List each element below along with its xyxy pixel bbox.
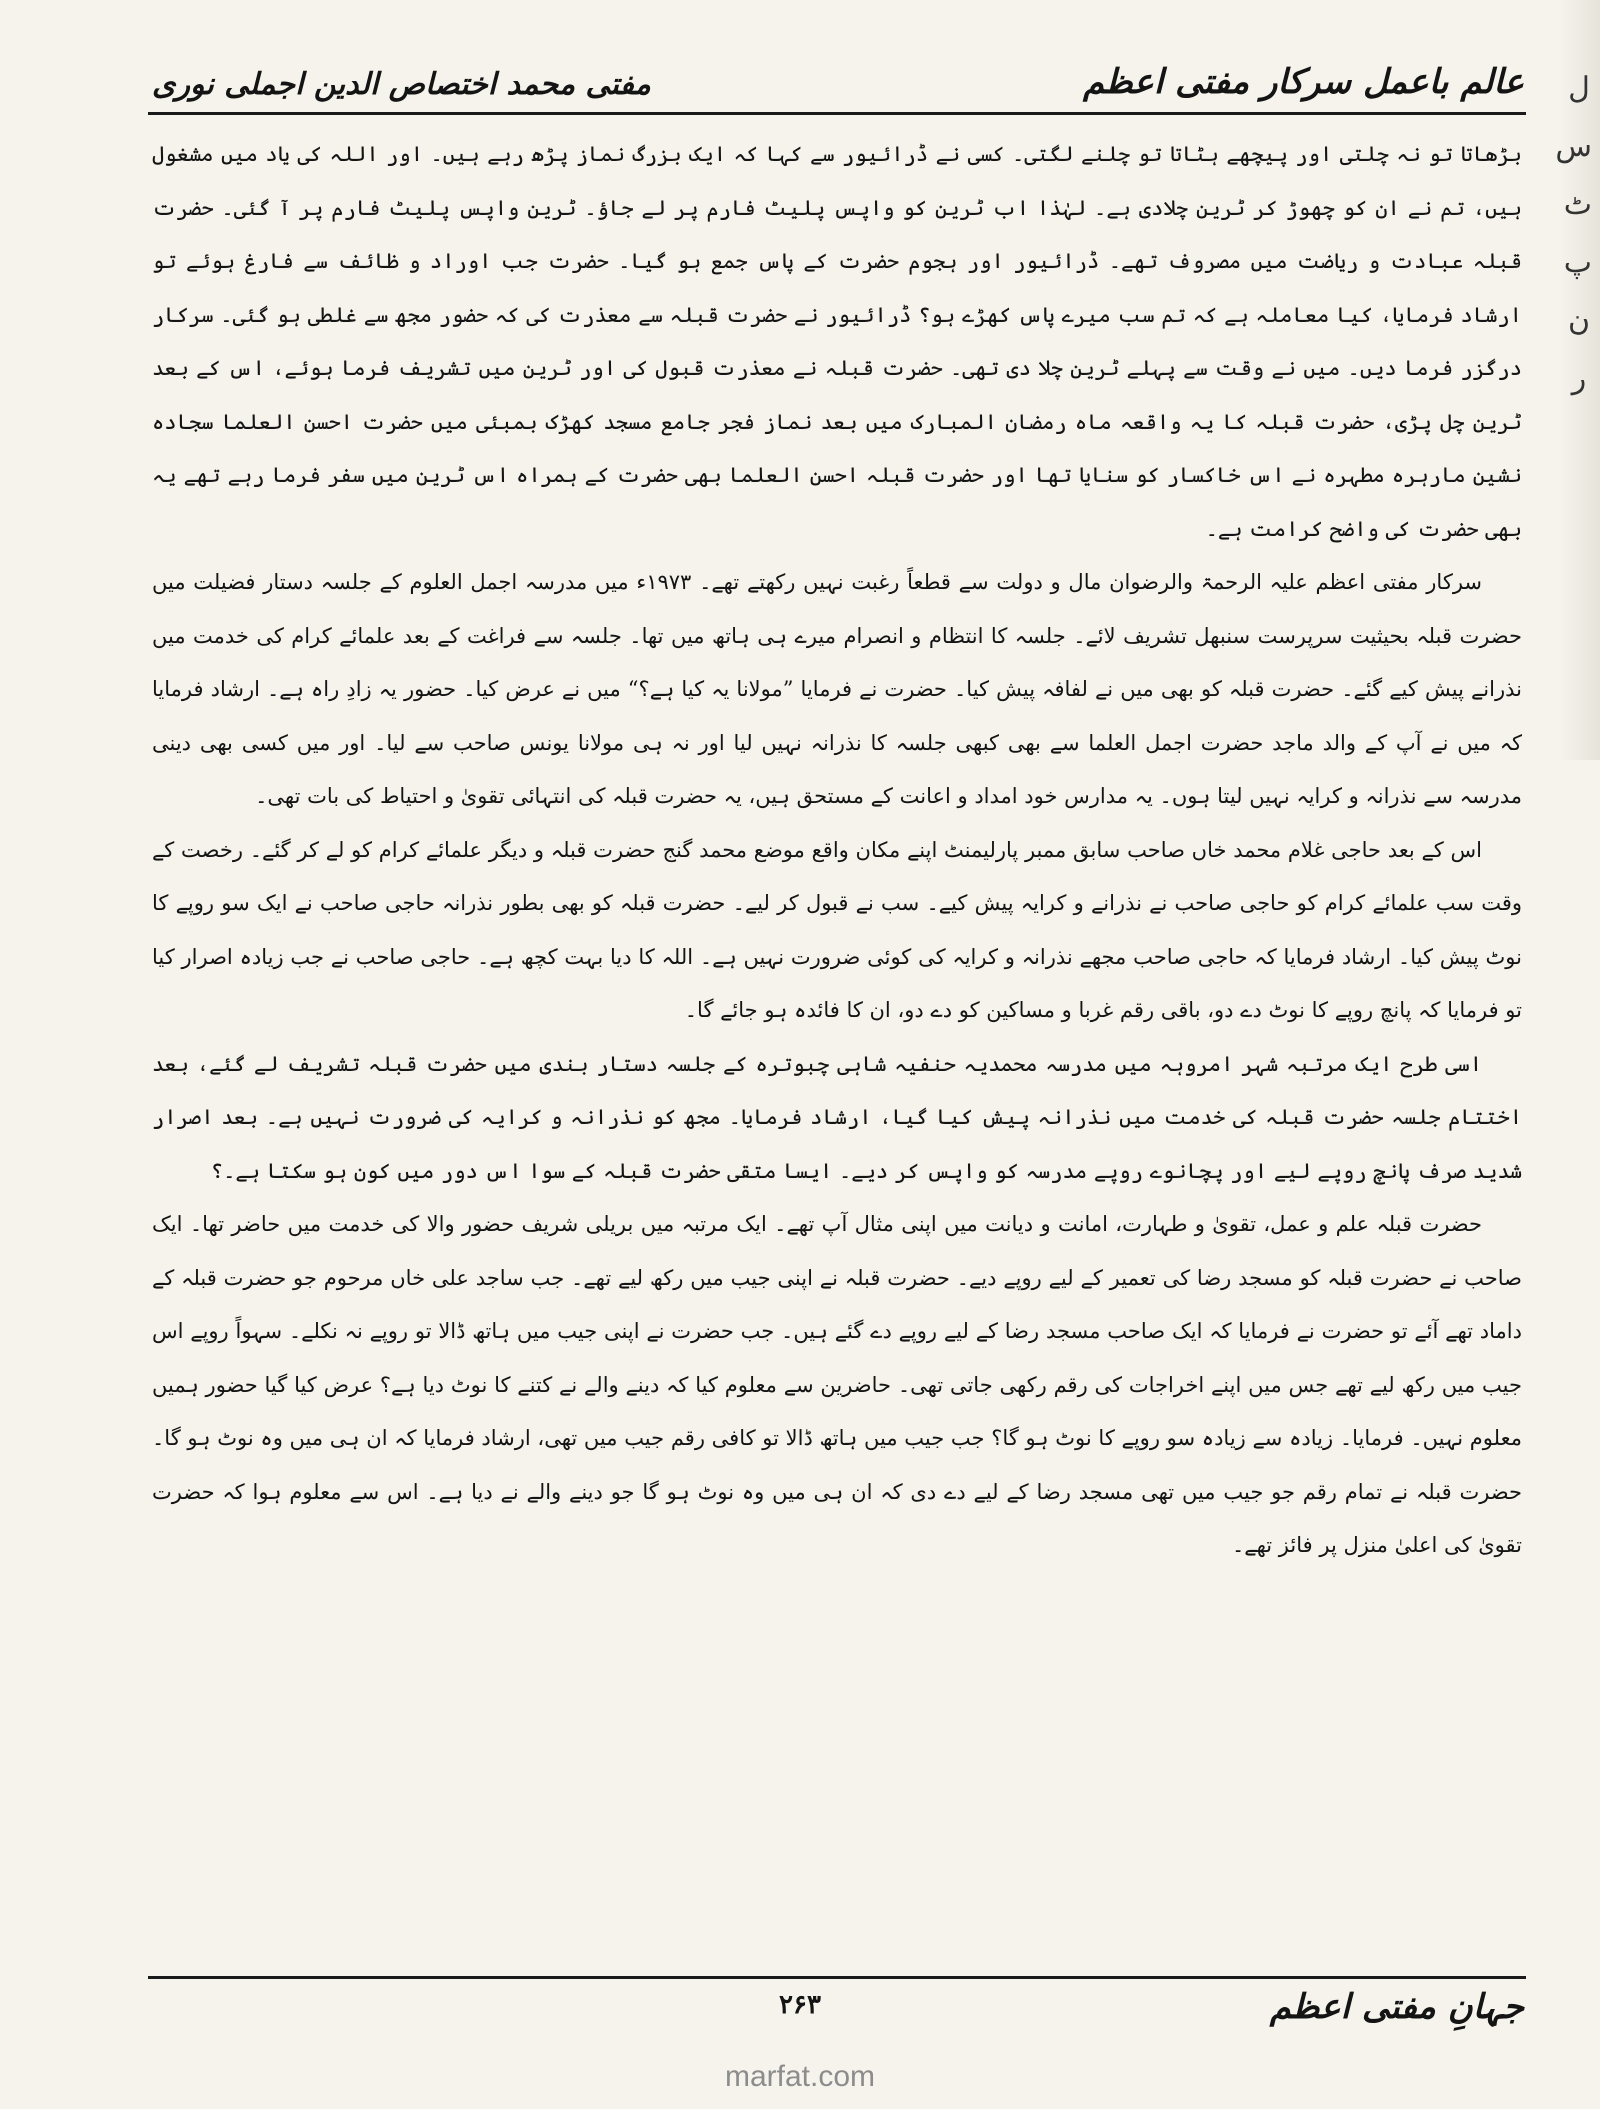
body-text	[152, 128, 1522, 2058]
page-number: ۲۶۳	[779, 1990, 821, 2020]
paragraph: حضرت قبلہ علم و عمل، تقویٰ و طہارت، امانت و دیانت میں اپنی مثال آپ تھے۔ ایک مرتبہ میں بریلی شریف حضور والا کی خدمت میں حاضر تھا۔ ایک صاحب نے حضرت قبلہ کو مسجد رضا کی تعمیر کے لیے روپے دیے۔ حضرت قبلہ نے اپنی جیب میں رکھ لیے تھے۔ جب ساجد علی خاں مرحوم جو حضرت قبلہ کے داماد تھے آئے تو حضرت نے فرمایا کہ ایک صاحب مسجد رضا کے لیے روپے دے گئے ہیں۔ جب حضرت نے اپنی جیب میں ہاتھ ڈالا تو روپے نہ نکلے۔ سہواً روپے اس جیب میں رکھ لیے تھے جس میں اپنے اخراجات کی رقم رکھی جاتی تھی۔ حاضرین سے معلوم کیا کہ دینے والے نے کتنے کا نوٹ دیا ہے؟ عرض کیا گیا حضور ہمیں معلوم نہیں۔ فرمایا۔ زیادہ سے زیادہ سو روپے کا نوٹ ہو گا؟ جب جیب میں ہاتھ ڈالا تو کافی رقم جیب میں تھی، ارشاد فرمایا کہ ان ہی میں وہ نوٹ ہو گا۔ حضرت قبلہ نے تمام رقم جو جیب میں تھی مسجد رضا کے لیے دے دی کہ ان ہی میں وہ نوٹ ہو گا جو دینے والے نے دیا ہے۔ اس سے معلوم ہوا کہ حضرت تقویٰ کی اعلیٰ منزل پر فائز تھے۔	[152, 1212, 1522, 1557]
chapter-title: عالم باعمل سرکار مفتی اعظم	[1083, 62, 1524, 102]
header-rule	[148, 112, 1526, 115]
author-name: مفتی محمد اختصاص الدین اجملی نوری	[152, 67, 651, 102]
paragraph: سرکار مفتی اعظم علیہ الرحمۃ والرضوان مال و دولت سے قطعاً رغبت نہیں رکھتے تھے۔ ۱۹۷۳ء میں مدرسہ اجمل العلوم کے جلسہ دستار فضیلت میں حضرت قبلہ بحیثیت سرپرست سنبھل تشریف لائے۔ جلسہ کا انتظام و انصرام میرے ہی ہاتھ میں تھا۔ جلسہ سے فراغت کے بعد علمائے کرام کی خدمت میں نذرانے پیش کیے گئے۔ حضرت قبلہ کو بھی میں نے لفافہ پیش کیا۔ حضرت نے فرمایا ”مولانا یہ کیا ہے؟“ میں نے عرض کیا۔ حضور یہ زادِ راہ ہے۔ ارشاد فرمایا کہ میں نے آپ کے والد ماجد حضرت اجمل العلما سے بھی کبھی جلسہ کا نذرانہ نہیں لیا اور نہ ہی مولانا یونس صاحب سے لیا۔ اور میں کسی بھی دینی مدرسہ سے نذرانہ و کرایہ نہیں لیتا ہوں۔ یہ مدارس خود امداد و اعانت کے مستحق ہیں، یہ حضرت قبلہ کی انتہائی تقویٰ و احتیاط کی بات تھی۔	[152, 570, 1522, 808]
running-header	[152, 40, 1524, 102]
facing-page-edge-text: ل س ٹ پ ن ر	[1555, 71, 1592, 396]
footer-rule	[148, 1976, 1526, 1979]
paragraph: بڑھاتا تو نہ چلتی اور پیچھے ہٹاتا تو چلنے لگتی۔ کسی نے ڈرائیور سے کہا کہ ایک بزرگ نماز پڑھ رہے ہیں۔ اور اللہ کی یاد میں مشغول ہیں، تم نے ان کو چھوڑ کر ٹرین چلادی ہے۔ لہٰذا اب ٹرین کو واپس پلیٹ فارم پر لے جاؤ۔ ٹرین واپس پلیٹ فارم پر آ گئی۔ حضرت قبلہ عبادت و ریاضت میں مصروف تھے۔ ڈرائیور اور ہجوم حضرت کے پاس جمع ہو گیا۔ حضرت جب اوراد و ظائف سے فارغ ہوئے تو ارشاد فرمایا، کیا معاملہ ہے کہ تم سب میرے پاس کھڑے ہو؟ ڈرائیور نے حضرت قبلہ سے معذرت کی کہ حضور مجھ سے غلطی ہو گئی۔ سرکار درگزر فرما دیں۔ میں نے وقت سے پہلے ٹرین چلا دی تھی۔ حضرت قبلہ نے معذرت قبول کی اور ٹرین میں تشریف فرما ہوئے، اس کے بعد ٹرین چل پڑی، حضرت قبلہ کا یہ واقعہ ماہ رمضان المبارک میں بعد نماز فجر جامع مسجد کھڑک بمبئی میں حضرت احسن العلما سجادہ نشین مارہرہ مطہرہ نے اس خاکسار کو سنایا تھا اور حضرت قبلہ احسن العلما بھی حضرت کے ہمراہ اس ٹرین میں سفر فرما رہے تھے یہ بھی حضرت کی واضح کرامت ہے۔	[152, 142, 1522, 541]
book-title: جہانِ مفتی اعظم	[1269, 1987, 1524, 2027]
scan-edge	[1555, 0, 1600, 760]
paragraph: اس کے بعد حاجی غلام محمد خاں صاحب سابق ممبر پارلیمنٹ اپنے مکان واقع موضع محمد گنج حضرت قبلہ و دیگر علمائے کرام کو لے کر گئے۔ رخصت کے وقت سب علمائے کرام کو حاجی صاحب نے نذرانے و کرایہ پیش کیے۔ سب نے قبول کر لیے۔ حضرت قبلہ کو بھی بطور نذرانہ حاجی صاحب نے ایک سو روپے کا نوٹ پیش کیا۔ ارشاد فرمایا کہ حاجی صاحب مجھے نذرانہ و کرایہ کی کوئی ضرورت نہیں ہے۔ اللہ کا دیا بہت کچھ ہے۔ حاجی صاحب نے جب زیادہ اصرار کیا تو فرمایا کہ پانچ روپے کا نوٹ دے دو، باقی رقم غربا و مساکین کو دے دو، ان کا فائدہ ہو جائے گا۔	[152, 837, 1522, 1022]
paragraph: اسی طرح ایک مرتبہ شہر امروہہ میں مدرسہ محمدیہ حنفیہ شاہی چبوترہ کے جلسہ دستار بندی میں حضرت قبلہ تشریف لے گئے، بعد اختتام جلسہ حضرت قبلہ کی خدمت میں نذرانہ پیش کیا گیا، ارشاد فرمایا۔ مجھ کو نذرانہ و کرایہ کی ضرورت نہیں ہے۔ بعد اصرار شدید صرف پانچ روپے لیے اور پچانوے روپے مدرسہ کو واپس کر دیے۔ ایسا متقی حضرت قبلہ کے سوا اس دور میں کون ہو سکتا ہے۔؟	[152, 1051, 1522, 1183]
watermark: marfat.com	[724, 2060, 876, 2093]
